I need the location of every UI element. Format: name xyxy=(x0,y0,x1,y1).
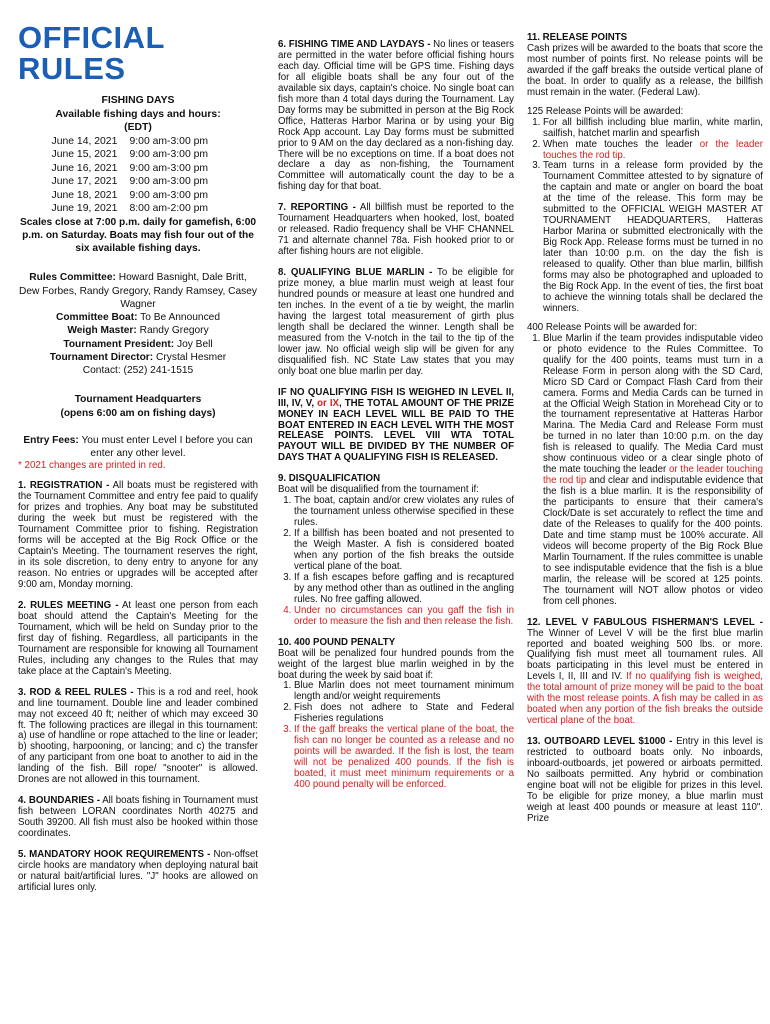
director-value: Crystal Hesmer xyxy=(156,351,227,363)
entry-fees-label: Entry Fees: xyxy=(23,434,79,446)
item-red-text: or the leader touches the rod tip. xyxy=(543,138,763,161)
weigh-master xyxy=(18,324,258,337)
rules-committee xyxy=(18,271,258,311)
section-heading: 4. BOUNDARIES - xyxy=(18,795,100,807)
fishing-day-row xyxy=(18,148,258,162)
fishing-day-row xyxy=(18,162,258,176)
section-qualifying-blue-marlin xyxy=(278,268,514,378)
item-text: and clear and indisputable evidence that the fish is a blue marlin. It is the responsibility of the participants to ensure that their camera's Clock/Date is set accurately to reflect the time and date of the Releases to qualify for the 400 points. Date and time stamp must be 100% accurate. All videos will become property of the Big Rock Blue Marlin Tournament. If the rules committee is unable to see indisputable evidence that the fish is a blue marlin, the release will be scored at 125 points. The tournament will NOT allow photos or video from cell phones. xyxy=(543,475,763,607)
day-time: 8:00 am-2:00 pm xyxy=(129,203,209,215)
fishing-days-block xyxy=(18,94,258,255)
contact-phone: Contact: (252) 241-1515 xyxy=(82,365,194,377)
item-text: When mate touches the leader xyxy=(543,138,693,150)
section-disqualification xyxy=(278,474,514,627)
section-body: To be eligible for prize money, a blue marlin must weigh at least four hundred pounds or measure at least one hundred and ten inches. In the event of a tie by weight, the marlin having the largest total measurement of girth plus length shall be declared the winner. Length shall be measured from the V-notch in the tail to the tip of the lower jaw. No official weigh slip will be given for any disqualified fish. NC State Law states that you may only boat one blue marlin per day. xyxy=(278,267,514,377)
points-125-heading: 125 Release Points will be awarded: xyxy=(527,105,684,117)
section-heading: 11. RELEASE POINTS xyxy=(527,32,628,43)
points-400-list xyxy=(527,334,763,608)
tournament-president xyxy=(18,338,258,351)
weigh-master-label: Weigh Master: xyxy=(67,325,137,337)
fishing-day-row xyxy=(18,202,258,216)
section-release-points xyxy=(527,33,763,608)
section-heading: 9. DISQUALIFICATION xyxy=(278,473,381,485)
section-red-text: If no qualifying fish is weighed, the total amount of prize money will be paid to the boat with the most release points. A fish may be called in as boated when any portion of the fish breaks the outside vertical plane of the boat. xyxy=(527,671,763,727)
penalty-list xyxy=(278,681,514,791)
section-heading: 13. OUTBOARD LEVEL $1000 - xyxy=(527,736,673,748)
committee-boat xyxy=(18,311,258,324)
day-time: 9:00 am-3:00 pm xyxy=(129,189,209,201)
item-text: Blue Marlin if the team provides indisputable video or photo evidence to the Rules Committee. To qualify for the 400 points, teams must turn in a Release Form in person along with the SD Card, Micro SD Card or Compact Flash Card from their camera. Forms and Media Cards can be turned in at the Official Weigh Station in Morehead City or to the tournament representative at Hatteras Harbor Marina. The Media Card and Release Form must be turned in no later than 10:00 p.m. on the day fish is released to qualify. The Media Card must show continuous video or a clear single photo of the mate touching the leader xyxy=(543,332,763,476)
day-date: June 14, 2021 xyxy=(51,135,118,147)
points-400-heading: 400 Release Points will be awarded for: xyxy=(527,321,698,333)
president-label: Tournament President: xyxy=(63,338,175,350)
section-heading: 1. REGISTRATION - xyxy=(18,480,110,492)
section-body: Cash prizes will be awarded to the boats that score the most number of points first. No release points will be awarded if the gaff breaks the outside vertical plane of the boat. In order to qualify as a release, the billfish must remain in the water. (Federal Law). xyxy=(527,42,763,98)
section-heading: 7. REPORTING - xyxy=(278,202,356,214)
fishing-days-tz: (EDT) xyxy=(124,122,152,134)
section-heading: 2. RULES MEETING - xyxy=(18,599,119,611)
day-date: June 16, 2021 xyxy=(51,162,118,174)
notice-red-part: or IX xyxy=(317,397,339,409)
section-body: No lines or teasers are permitted in the water before official fishing hours each day. Official time will be GPS time. Fishing days for all eligible boats shall be any four out of the available six days, captain's choice. No single boat can fish more than 4 total days during the Tournament. Lay Day forms may be submitted in person at the Big Rock Office, Hatteras Harbor Marina or by using your Big Rock App account. Lay Day forms must be submitted prior to 9 AM on the day declared as a non-fishing day. There will be no exceptions on time. If a boat does not declare a day as non-fishing, the Tournament Committee will automatically count the day to be a fishing day for that boat. xyxy=(278,39,514,193)
section-heading: 6. FISHING TIME AND LAYDAYS - xyxy=(278,39,431,50)
section-heading: 5. MANDATORY HOOK REQUIREMENTS - xyxy=(18,849,211,861)
list-item xyxy=(543,140,763,162)
section-boundaries xyxy=(18,796,258,840)
section-rod-reel xyxy=(18,688,258,787)
notice-part: IF NO QUALIFYING FISH IS WEIGHED IN LEVEL II, III, IV, V, xyxy=(278,386,514,409)
section-body: Entry in this level is restricted to outboard boats only. No inboards, inboard-outboards, jet powered or airboats permitted. No sailboats permitted. Any hybrid or combination engine boat will not be eligible for prizes in this level. To be eligible for prize money, a blue marlin must weigh at least 400 pounds or measure at least 110". Prize xyxy=(527,736,763,824)
day-date: June 18, 2021 xyxy=(51,189,118,201)
entry-fees-value: You must enter Level I before you can enter any other level. xyxy=(81,434,253,460)
section-heading: 8. QUALIFYING BLUE MARLIN - xyxy=(278,267,433,279)
list-item: 2. If a billfish has been boated and not presented to the Weigh Master. A fish is considered boated when any portion of the fish breaks the outside vertical plane of the boat. xyxy=(294,529,514,573)
section-body: All boats fishing in Tournament must fish between LORAN coordinates North 40275 and South 39200. All fish must also be hooked within those coordinates. xyxy=(18,795,258,840)
rules-committee-value: Howard Basnight, Dale Britt, Dew Forbes, Randy Gregory, Randy Ramsey, Casey Wagner xyxy=(19,272,257,310)
column-right xyxy=(527,33,763,835)
day-date: June 19, 2021 xyxy=(51,203,118,215)
scales-close-note: Scales close at 7:00 p.m. daily for gamefish, 6:00 p.m. on Saturday. Boats may fish four out of the six available fishing days. xyxy=(19,216,257,255)
section-body: Non-offset circle hooks are mandatory when deploying natural bait or natural bait/artificial lures. "J" hooks are allowed on artificial lures only. xyxy=(18,849,258,893)
section-rules-meeting xyxy=(18,601,258,678)
fishing-day-row xyxy=(18,135,258,149)
fishing-day-row xyxy=(18,175,258,189)
notice-part: , THE TOTAL AMOUNT OF THE PRIZE MONEY IN EACH LEVEL WILL BE PAID TO THE BOAT ENTERED IN EACH LEVEL WITH THE MOST RELEASE POINTS. LEVEL VIII WTA TOTAL PAYOUT WILL BE DIVIDED BY THE NUMBER OF DAYS THAT A QUALIFYING FISH IS RELEASED. xyxy=(278,397,514,464)
fishing-days-subheading: Available fishing days and hours: xyxy=(55,108,221,120)
column-middle xyxy=(278,40,514,801)
fishing-days-heading: FISHING DAYS xyxy=(101,95,175,106)
section-intro: Boat will be penalized four hundred pounds from the weight of the largest blue marlin weighed in by the boat during the week by said boat if: xyxy=(278,647,514,681)
list-item-red: 3. If the gaff breaks the vertical plane of the boat, the fish can no longer be counted as a release and no points will be awarded. If the fish is lost, the team will not be penalized 400 pounds. If the fish is boated, it must meet minimum requirements or a 400 pound penalty will be enforced. xyxy=(294,725,514,791)
hq-title: Tournament Headquarters xyxy=(74,394,202,406)
entry-fees xyxy=(18,434,258,461)
section-body: All billfish must be reported to the Tournament Headquarters when hooked, lost, boated or released. Radio frequency shall be VHF CHANNEL 71 and alternate channel 78a. Fish hooked prior to or after fishing hours are not eligible. xyxy=(278,202,514,258)
changes-note: * 2021 changes are printed in red. xyxy=(18,460,166,472)
day-time: 9:00 am-3:00 pm xyxy=(129,149,209,161)
list-item: 1. The boat, captain and/or crew violates any rules of the tournament unless otherwise specified in these rules. xyxy=(294,496,514,529)
day-date: June 17, 2021 xyxy=(51,176,118,188)
day-date: June 15, 2021 xyxy=(51,149,118,161)
section-body: The Winner of Level V will be the first blue marlin reported and boated weighing 500 lbs. or more. Qualifying fish must meet all tournament rules. All boats participating in this level must be entered in Levels I, II, III and IV. xyxy=(527,627,763,683)
list-item: 2. Fish does not adhere to State and Federal Fisheries regulations xyxy=(294,703,514,725)
section-registration xyxy=(18,481,258,591)
list-item: 3. If a fish escapes before gaffing and is recaptured by any method other than as outlined in the angling rules. No free gaffing allowed. xyxy=(294,573,514,606)
day-time: 9:00 am-3:00 pm xyxy=(129,176,209,188)
day-time: 9:00 am-3:00 pm xyxy=(129,135,209,147)
committee-boat-label: Committee Boat: xyxy=(55,312,138,324)
page-title: OFFICIAL RULES xyxy=(18,20,165,86)
section-body: At least one person from each boat should attend the Captain's Meeting for the Tournament, which will be held on Sunday prior to the first day of fishing. Regardless, all participants in the Tournament are responsible for knowing all Tournament Rules, including any changes to the Rules that may take place at the Captain's Meeting. xyxy=(18,599,258,677)
rules-committee-label: Rules Committee: xyxy=(29,272,116,284)
section-hook-requirements xyxy=(18,850,258,894)
director-label: Tournament Director: xyxy=(49,351,154,363)
section-fishing-time xyxy=(278,40,514,193)
section-outboard-level xyxy=(527,737,763,825)
committee-boat-value: To Be Announced xyxy=(140,312,221,324)
headquarters-block xyxy=(18,393,258,420)
hq-hours: (opens 6:00 am on fishing days) xyxy=(60,407,216,419)
item-red-text: or the leader touching the rod tip xyxy=(543,464,763,487)
column-left xyxy=(18,22,258,904)
list-item: 1. Blue Marlin does not meet tournament minimum length and/or weight requirements xyxy=(294,681,514,703)
committee-block xyxy=(18,271,258,377)
prize-money-notice xyxy=(278,388,514,465)
section-reporting xyxy=(278,203,514,258)
section-intro: Boat will be disqualified from the tournament if: xyxy=(278,484,479,496)
day-time: 9:00 am-3:00 pm xyxy=(129,162,209,174)
list-item: 3. Team turns in a release form provided by the Tournament Committee attested to by signature of the captain and mate or angler on board the boat at the time of the release. This form may be submitted to the OFFICIAL WEIGH MASTER AT TOURNAMENT HEADQUARTERS, Hatteras Harbor Marina or submitted electronically with the Big Rock App. Release forms must be turned in no later than 10:00 p.m. on the day the fish is released to qualify. Other than blue marlin, billfish forms may also be photographed and uploaded to the Big Rock App. In the event of ties, the first boat to achieve the winning totals shall be declared the winners. xyxy=(543,161,763,314)
weigh-master-value: Randy Gregory xyxy=(139,325,209,337)
section-heading: 3. ROD & REEL RULES - xyxy=(18,686,134,698)
list-item: 1. For all billfish including blue marlin, white marlin, sailfish, hatchet marlin and spearfish xyxy=(543,118,763,140)
disqualification-list xyxy=(278,496,514,627)
section-body: This is a rod and reel, hook and line tournament. Double line and leader combined may not exceed 40 ft; neither of which may exceed 30 ft. The following practices are illegal in this tournament: a) use of handline or rope attached to the line or leader; b) shooting, harpooning, or lancing; and c) the transfer of any participant from one boat to another to aid in the landing of the fish. Bill rope/ "snooter" is allowed. Drones are not allowed in this tournament. xyxy=(18,686,258,786)
tournament-director xyxy=(18,351,258,364)
fishing-day-row xyxy=(18,189,258,203)
section-400-pound-penalty xyxy=(278,638,514,791)
list-item-red: 4. Under no circumstances can you gaff the fish in order to measure the fish and then release the fish. xyxy=(294,606,514,628)
list-item xyxy=(543,334,763,608)
section-level-v xyxy=(527,618,763,728)
president-value: Joy Bell xyxy=(176,338,213,350)
points-125-list xyxy=(527,118,763,315)
section-body: All boats must be registered with the Tournament Committee and entry fee paid to qualify for prizes and trophies. Any boat may be substituted during the week but must be registered with the Tournament Committee prior to fishing. Registration forms will be accepted at the Big Rock Office or the Captain's Meeting. The tournament reserves the right, in its sole discretion, to deny entry to anyone for any reason. No entries or upgrades will be accepted after 9:00 am, Monday morning. xyxy=(18,480,258,591)
section-heading: 12. LEVEL V FABULOUS FISHERMAN'S LEVEL - xyxy=(527,616,763,628)
section-heading: 10. 400 POUND PENALTY xyxy=(278,636,396,648)
